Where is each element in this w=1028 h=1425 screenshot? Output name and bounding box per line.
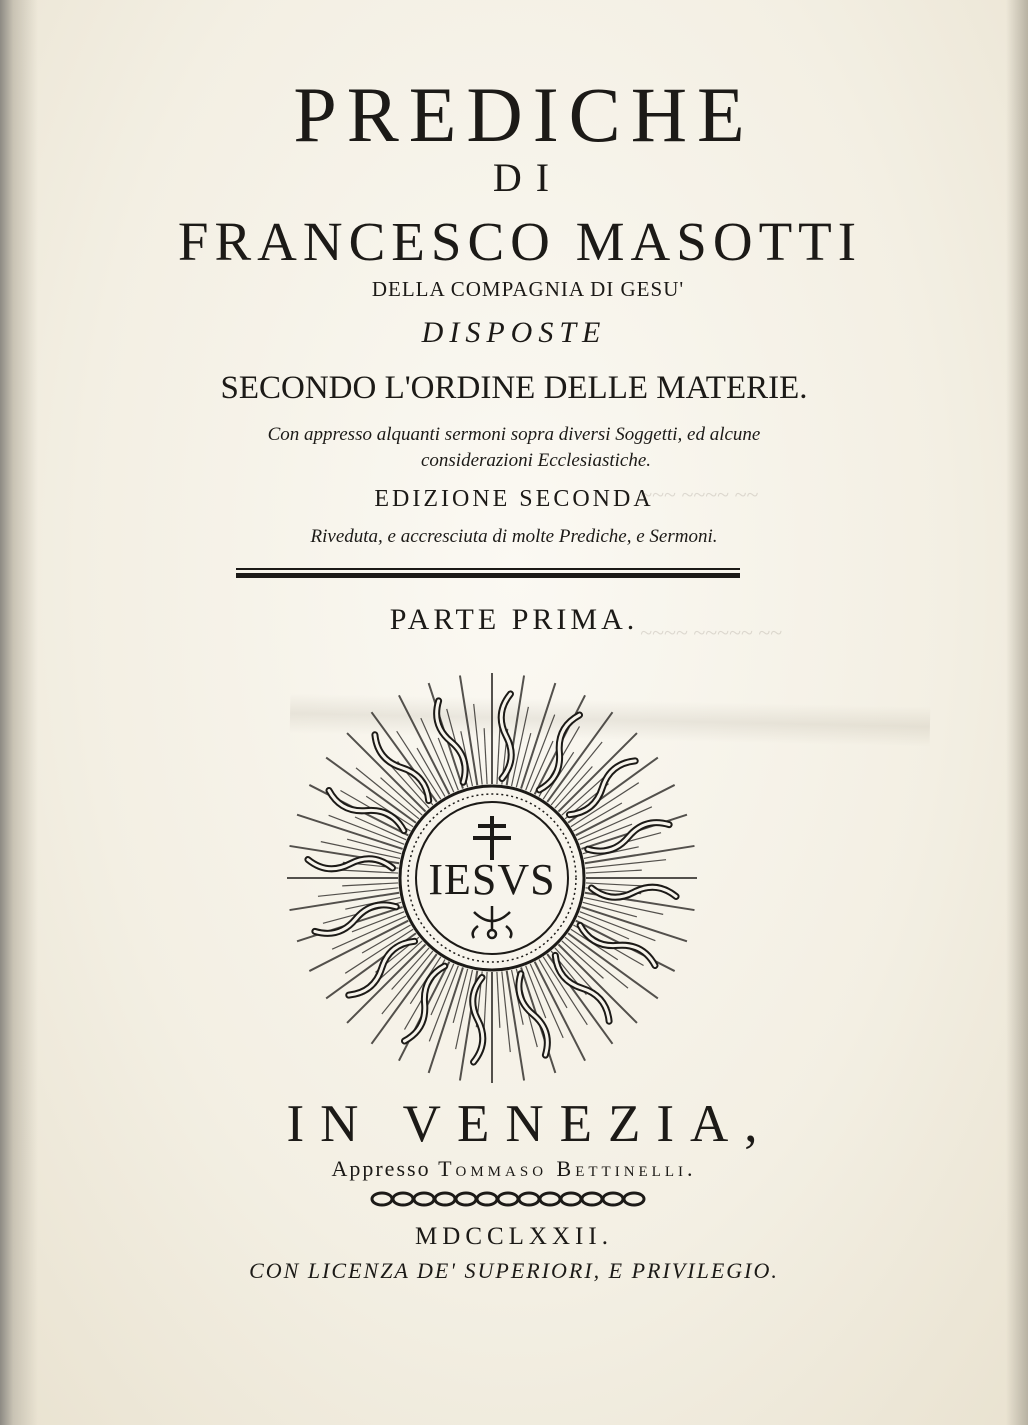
imprint-printer xyxy=(0,1158,1028,1180)
chain-link xyxy=(603,1193,623,1205)
chain-link xyxy=(498,1193,518,1205)
sunburst-ray xyxy=(539,959,567,1007)
subtitle-line-1: Con appresso alquanti sermoni sopra diversi Soggetti, ed alcune xyxy=(267,424,761,445)
author-society: DELLA COMPAGNIA DI GESU' xyxy=(371,277,685,301)
printer-name: Tommaso Bettinelli. xyxy=(438,1156,697,1181)
chain-link xyxy=(519,1193,539,1205)
emblem-text: IESVS xyxy=(428,855,556,904)
ordine-line: SECONDO L'ORDINE DELLE MATERIE. xyxy=(220,370,808,406)
sunburst-ray xyxy=(497,972,500,1028)
sunburst-ray xyxy=(417,748,445,796)
sunburst-ray xyxy=(362,925,410,953)
chain-link xyxy=(393,1193,413,1205)
chain-link xyxy=(582,1193,602,1205)
chain-link xyxy=(435,1193,455,1205)
disposte-line: DISPOSTE xyxy=(421,316,607,349)
subtitle-line-2: considerazioni Ecclesiastiche. xyxy=(420,450,652,471)
ihs-sunburst-emblem-icon xyxy=(282,668,702,1088)
revision-line: Riveduta, e accresciuta di molte Prediche, e Sermoni. xyxy=(310,526,718,547)
imprint-year: MDCCLXXII. xyxy=(415,1223,613,1250)
chain-link xyxy=(456,1193,476,1205)
chain-link xyxy=(372,1193,392,1205)
title-di: DI xyxy=(492,155,564,200)
chain-links xyxy=(372,1193,644,1205)
license-line: CON LICENZA DE' SUPERIORI, E PRIVILEGIO. xyxy=(249,1258,779,1283)
edition-line: EDIZIONE SECONDA xyxy=(374,486,654,512)
imprint-city: IN VENEZIA, xyxy=(286,1095,774,1153)
book-title: PREDICHE xyxy=(293,71,755,158)
sunburst-ray xyxy=(342,883,398,886)
rule-thin xyxy=(236,568,740,570)
chain-link xyxy=(540,1193,560,1205)
rule-thick xyxy=(236,573,740,578)
sunburst-ray xyxy=(586,870,642,873)
sunburst-ray xyxy=(484,728,487,784)
chain-link xyxy=(624,1193,644,1205)
double-rule xyxy=(236,568,740,580)
chain-link xyxy=(414,1193,434,1205)
chain-link xyxy=(561,1193,581,1205)
chain-link xyxy=(477,1193,497,1205)
imprint-appresso: Appresso xyxy=(331,1156,431,1181)
bleed-through-2: ~~~~ ~~~~~ ~~ xyxy=(640,620,782,645)
chain-ornament-icon xyxy=(370,1186,652,1212)
bleed-through-1: ~~~ ~~~~ ~~ xyxy=(640,482,759,507)
part-line: PARTE PRIMA. xyxy=(389,603,639,636)
author-name: FRANCESCO MASOTTI xyxy=(177,211,863,272)
sunburst-ray xyxy=(573,803,621,831)
